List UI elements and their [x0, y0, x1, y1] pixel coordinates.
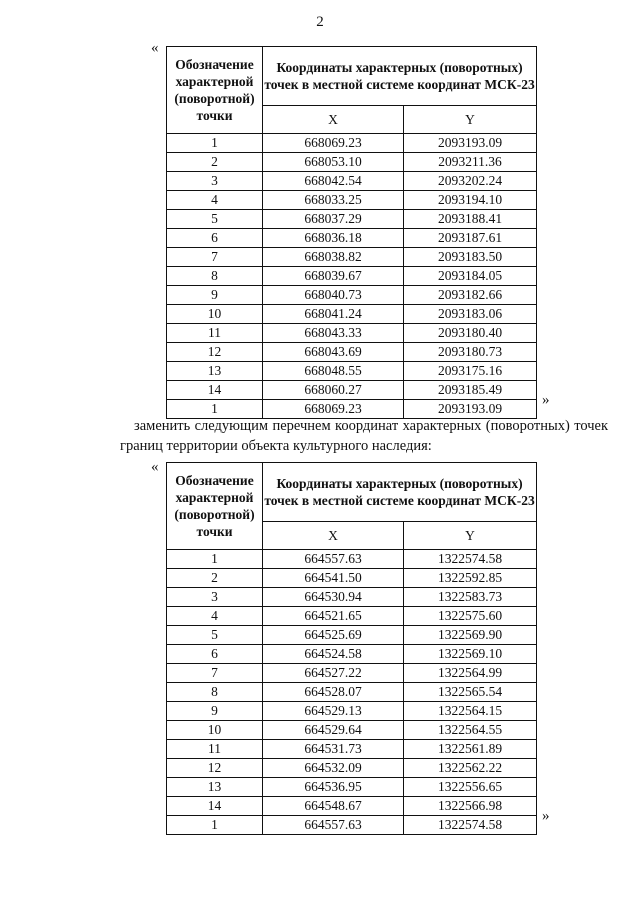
y-coordinate-cell: 2093180.40: [404, 324, 537, 343]
x-coordinate-cell: 664557.63: [263, 550, 404, 569]
table-row: [167, 248, 537, 267]
x-coordinate-cell: 664548.67: [263, 797, 404, 816]
y-coordinate-cell: 1322566.98: [404, 797, 537, 816]
x-coordinate-cell: 668033.25: [263, 191, 404, 210]
coordinates-column-header: Координаты характерных (поворотных) точек в местной системе координат МСК-23: [263, 463, 537, 522]
x-coordinate-cell: 668048.55: [263, 362, 404, 381]
table-row: [167, 229, 537, 248]
x-coordinate-cell: 664541.50: [263, 569, 404, 588]
table-row: [167, 645, 537, 664]
point-number-cell: 2: [167, 569, 263, 588]
x-coordinate-cell: 668036.18: [263, 229, 404, 248]
table-row: [167, 286, 537, 305]
point-number-cell: 1: [167, 400, 263, 419]
x-coordinate-cell: 664530.94: [263, 588, 404, 607]
table-row: [167, 740, 537, 759]
page-number: 2: [316, 14, 324, 30]
y-coordinate-cell: 2093184.05: [404, 267, 537, 286]
point-number-cell: 2: [167, 153, 263, 172]
point-number-cell: 12: [167, 759, 263, 778]
table-row: [167, 588, 537, 607]
x-column-header: X: [263, 522, 404, 550]
y-coordinate-cell: 1322592.85: [404, 569, 537, 588]
point-number-cell: 7: [167, 664, 263, 683]
point-number-cell: 12: [167, 343, 263, 362]
point-number-cell: 1: [167, 550, 263, 569]
closing-quote: »: [542, 808, 550, 824]
point-number-cell: 3: [167, 588, 263, 607]
point-number-cell: 9: [167, 286, 263, 305]
point-number-cell: 4: [167, 191, 263, 210]
table-row: [167, 702, 537, 721]
coordinates-table-2: [166, 462, 537, 835]
x-coordinate-cell: 664524.58: [263, 645, 404, 664]
table-row: [167, 305, 537, 324]
table-row: [167, 569, 537, 588]
x-coordinate-cell: 668069.23: [263, 134, 404, 153]
table-row: [167, 362, 537, 381]
point-number-cell: 10: [167, 305, 263, 324]
point-number-cell: 7: [167, 248, 263, 267]
x-coordinate-cell: 668043.33: [263, 324, 404, 343]
x-coordinate-cell: 668053.10: [263, 153, 404, 172]
x-column-header: X: [263, 106, 404, 134]
y-coordinate-cell: 1322583.73: [404, 588, 537, 607]
x-coordinate-cell: 668041.24: [263, 305, 404, 324]
point-number-cell: 8: [167, 267, 263, 286]
y-column-header: Y: [404, 522, 537, 550]
y-coordinate-cell: 2093183.50: [404, 248, 537, 267]
x-coordinate-cell: 668037.29: [263, 210, 404, 229]
x-coordinate-cell: 664557.63: [263, 816, 404, 835]
point-number-cell: 6: [167, 645, 263, 664]
point-number-cell: 1: [167, 134, 263, 153]
y-coordinate-cell: 1322565.54: [404, 683, 537, 702]
table-body: [167, 550, 537, 835]
table-row: [167, 172, 537, 191]
point-number-cell: 9: [167, 702, 263, 721]
coordinates-column-header: Координаты характерных (поворотных) точек в местной системе координат МСК-23: [263, 47, 537, 106]
y-coordinate-cell: 2093185.49: [404, 381, 537, 400]
coordinates-table-1: [166, 46, 537, 419]
point-number-cell: 11: [167, 740, 263, 759]
table-row: [167, 191, 537, 210]
point-number-cell: 3: [167, 172, 263, 191]
y-coordinate-cell: 1322562.22: [404, 759, 537, 778]
table-row: [167, 816, 537, 835]
point-number-cell: 8: [167, 683, 263, 702]
x-coordinate-cell: 668043.69: [263, 343, 404, 362]
y-coordinate-cell: 1322574.58: [404, 816, 537, 835]
y-coordinate-cell: 1322569.10: [404, 645, 537, 664]
point-number-cell: 1: [167, 816, 263, 835]
y-coordinate-cell: 2093182.66: [404, 286, 537, 305]
point-number-cell: 13: [167, 362, 263, 381]
y-coordinate-cell: 1322561.89: [404, 740, 537, 759]
y-coordinate-cell: 2093187.61: [404, 229, 537, 248]
opening-quote: «: [151, 40, 159, 56]
y-coordinate-cell: 1322564.99: [404, 664, 537, 683]
x-coordinate-cell: 668069.23: [263, 400, 404, 419]
x-coordinate-cell: 664531.73: [263, 740, 404, 759]
point-number-cell: 14: [167, 797, 263, 816]
x-coordinate-cell: 668060.27: [263, 381, 404, 400]
table-row: [167, 381, 537, 400]
table-row: [167, 134, 537, 153]
point-number-cell: 5: [167, 626, 263, 645]
y-coordinate-cell: 2093202.24: [404, 172, 537, 191]
x-coordinate-cell: 664529.13: [263, 702, 404, 721]
point-number-cell: 5: [167, 210, 263, 229]
y-coordinate-cell: 1322556.65: [404, 778, 537, 797]
y-coordinate-cell: 1322574.58: [404, 550, 537, 569]
y-coordinate-cell: 2093193.09: [404, 134, 537, 153]
point-number-cell: 4: [167, 607, 263, 626]
y-coordinate-cell: 2093175.16: [404, 362, 537, 381]
table-row: [167, 664, 537, 683]
y-coordinate-cell: 2093211.36: [404, 153, 537, 172]
y-coordinate-cell: 2093188.41: [404, 210, 537, 229]
y-coordinate-cell: 1322564.15: [404, 702, 537, 721]
table-row: [167, 759, 537, 778]
table-row: [167, 267, 537, 286]
x-coordinate-cell: 664521.65: [263, 607, 404, 626]
point-number-cell: 14: [167, 381, 263, 400]
point-column-header: Обозначение характерной (поворотной) точки: [167, 47, 263, 134]
table-row: [167, 324, 537, 343]
opening-quote: «: [151, 459, 159, 475]
closing-quote: »: [542, 392, 550, 408]
x-coordinate-cell: 664527.22: [263, 664, 404, 683]
table-row: [167, 550, 537, 569]
x-coordinate-cell: 668038.82: [263, 248, 404, 267]
x-coordinate-cell: 664536.95: [263, 778, 404, 797]
y-coordinate-cell: 1322575.60: [404, 607, 537, 626]
y-coordinate-cell: 2093180.73: [404, 343, 537, 362]
point-number-cell: 13: [167, 778, 263, 797]
y-coordinate-cell: 2093183.06: [404, 305, 537, 324]
table-row: [167, 626, 537, 645]
y-column-header: Y: [404, 106, 537, 134]
table-row: [167, 721, 537, 740]
table-row: [167, 153, 537, 172]
table-row: [167, 607, 537, 626]
x-coordinate-cell: 668039.67: [263, 267, 404, 286]
table-row: [167, 683, 537, 702]
body-paragraph: заменить следующим перечнем координат характерных (поворотных) точек границ территории объекта культурного наследия:: [120, 418, 608, 454]
table-row: [167, 343, 537, 362]
table-row: [167, 210, 537, 229]
x-coordinate-cell: 668040.73: [263, 286, 404, 305]
point-number-cell: 11: [167, 324, 263, 343]
table-body: [167, 134, 537, 419]
point-number-cell: 10: [167, 721, 263, 740]
point-number-cell: 6: [167, 229, 263, 248]
table-row: [167, 797, 537, 816]
y-coordinate-cell: 1322564.55: [404, 721, 537, 740]
y-coordinate-cell: 2093193.09: [404, 400, 537, 419]
point-column-header: Обозначение характерной (поворотной) точки: [167, 463, 263, 550]
x-coordinate-cell: 664532.09: [263, 759, 404, 778]
table-row: [167, 778, 537, 797]
y-coordinate-cell: 2093194.10: [404, 191, 537, 210]
x-coordinate-cell: 668042.54: [263, 172, 404, 191]
y-coordinate-cell: 1322569.90: [404, 626, 537, 645]
x-coordinate-cell: 664528.07: [263, 683, 404, 702]
x-coordinate-cell: 664525.69: [263, 626, 404, 645]
x-coordinate-cell: 664529.64: [263, 721, 404, 740]
